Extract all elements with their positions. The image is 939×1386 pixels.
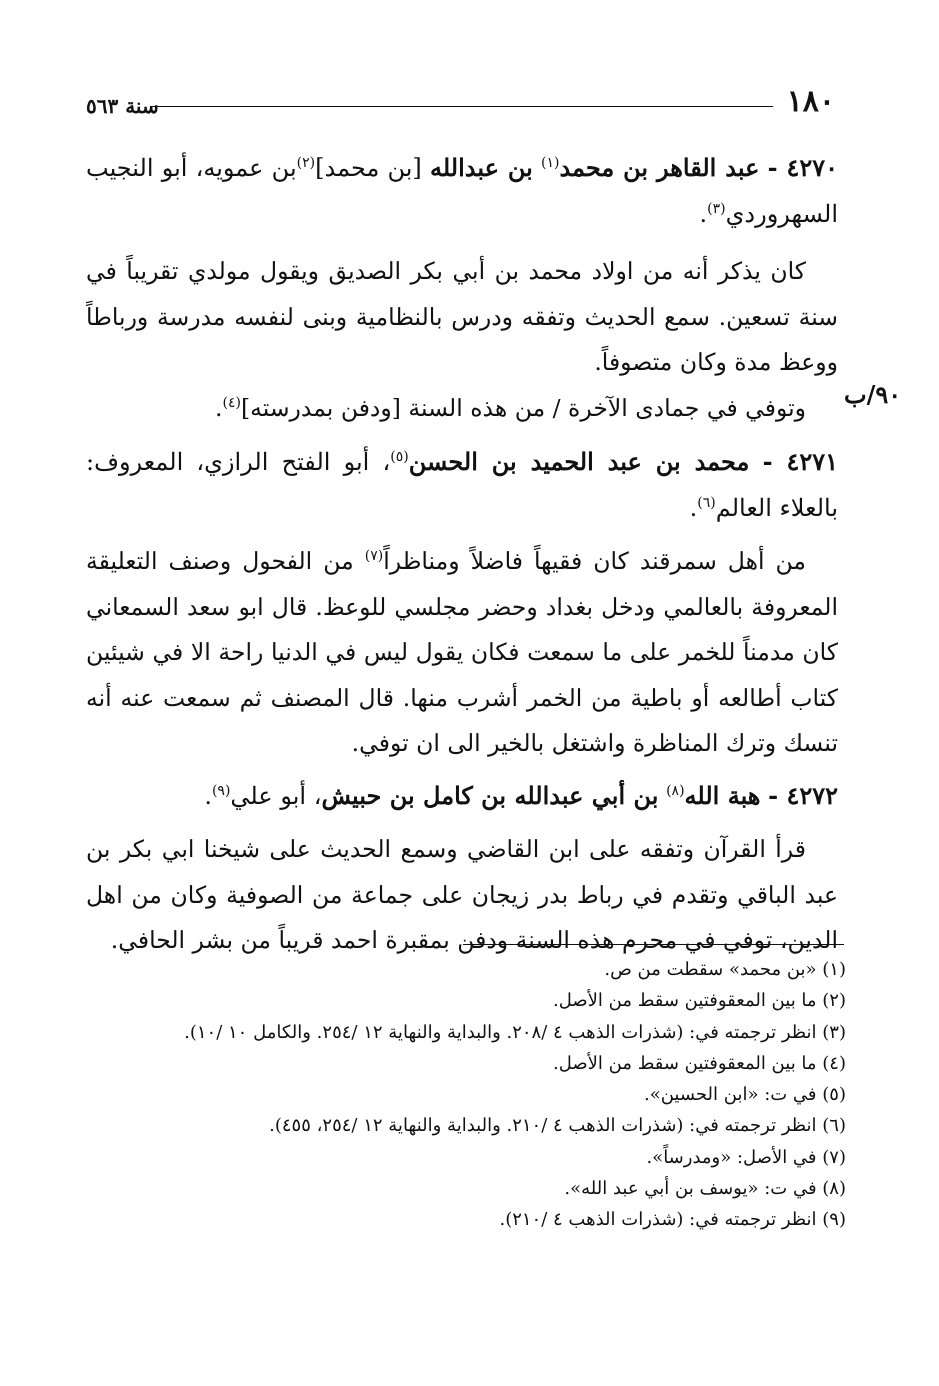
entry-end-mark: .: [699, 199, 708, 228]
footnote-ref[interactable]: (١): [540, 155, 560, 171]
death-text: وتوفي في جمادى الآخرة / من هذه السنة [ودفن بمدرسته]: [240, 393, 806, 422]
footnote-ref[interactable]: (٤): [222, 394, 241, 411]
footnote-6: (٦) انظر ترجمته في: (شذرات الذهب ٤ /٢١٠. والبداية والنهاية ١٢ /٢٥٤، ٤٥٥).: [269, 1115, 846, 1137]
entry-paragraph: [86, 539, 838, 767]
footnote-ref[interactable]: (٣): [707, 200, 726, 217]
footnote-1: (١) «بن محمد» سقطت من ص.: [604, 959, 846, 980]
entry-heading-4271: [86, 439, 838, 531]
entry-number: ٤٢٧٢ -: [768, 780, 838, 810]
footnote-2: (٢) ما بين المعقوفتين سقط من الأصل.: [553, 990, 846, 1012]
entry-name: هبة الله: [684, 780, 761, 810]
footnote-ref[interactable]: (٢): [296, 155, 316, 171]
entry-heading-4270: [86, 145, 838, 237]
header-rule: [150, 106, 773, 107]
entry-end-mark: .: [204, 781, 212, 810]
footnote-ref[interactable]: (٧): [364, 548, 384, 565]
entry-end-mark: .: [689, 493, 698, 522]
footnote-separator: [463, 944, 844, 945]
footnote-3: (٣) انظر ترجمته في: (شذرات الذهب ٤ /٢٠٨. والبداية والنهاية ١٢ /٢٥٤. والكامل ١٠ /١٠).: [184, 1021, 846, 1043]
entry-number: ٤٢٧١ -: [762, 447, 838, 476]
footnote-9: (٩) انظر ترجمته في: (شذرات الذهب ٤ /٢١٠).: [499, 1209, 846, 1231]
bracketed-insertion: [بن محمد]: [315, 154, 422, 182]
running-title-year: سنة ٥٦٣: [86, 94, 159, 118]
footnote-ref[interactable]: (٨): [666, 782, 685, 799]
entry-name-rest: ، أبو الفتح الرازي، المعروف: بالعلاء العالم: [86, 448, 838, 522]
entry-heading-4272: [86, 773, 838, 820]
paragraph-end-mark: .: [215, 393, 223, 422]
entry-name-rest: بن عمويه، أبو النجيب السهروردي: [86, 154, 838, 228]
entry-paragraph: قرأ القرآن وتفقه على ابن القاضي وسمع الحديث على شيخنا ابي بكر بن عبد الباقي وتقدم في رباط بدر زيجان على جماعة من الصوفية وكان من اهل الدين، توفي في محرم هذه السنة ودفن بمقبرة احمد قريباً من بشر الحافي.: [86, 835, 838, 954]
entry-paragraph-death: [86, 386, 838, 432]
entry-name: عبد القاهر بن محمد: [559, 153, 760, 182]
footnote-ref[interactable]: (٩): [211, 782, 231, 799]
paragraph-text-continued: من الفحول وصنف التعليقة المعروفة بالعالمي ودخل بغداد وحضر مجلسي للوعظ. قال ابو سعد السمعاني كان مدمناً للخمر على ما سمعت فكان يقول ليس في الدنيا راحة الا في شيئين كتاب أطالعه أو باطية من الخمر أشرب منها. قال المصنف ثم سمعت عنه أنه تنسك وترك المناظرة واشتغل بالخير الى ان توفي.: [86, 547, 838, 757]
entry-name-continued: بن عبدالله: [429, 153, 533, 182]
page-header: [80, 82, 835, 122]
footnote-8: (٨) في ت: «يوسف بن أبي عبد الله».: [564, 1178, 846, 1200]
footnote-5: (٥) في ت: «ابن الحسين».: [644, 1084, 846, 1106]
entry-number: ٤٢٧٠ -: [767, 153, 839, 182]
paragraph-text: من أهل سمرقند كان فقيهاً فاضلاً ومناظراً: [383, 547, 806, 575]
footnote-ref[interactable]: (٥): [390, 449, 409, 465]
entry-name-continued: بن أبي عبدالله بن كامل بن حبيش: [321, 780, 659, 810]
manuscript-folio-note: ٩٠/ب: [844, 380, 902, 409]
footnote-7: (٧) في الأصل: «ومدرساً».: [646, 1146, 846, 1168]
entry-name-rest: ، أبو علي: [230, 781, 322, 810]
footnotes: [100, 954, 846, 1236]
entry-name: محمد بن عبد الحميد بن الحسن: [408, 447, 750, 476]
footnote-ref[interactable]: (٦): [697, 494, 716, 511]
main-text: [86, 145, 838, 964]
page-number: ١٨٠: [786, 84, 835, 119]
entry-paragraph: كان يذكر أنه من اولاد محمد بن أبي بكر الصديق ويقول مولدي تقريباً في سنة تسعين. سمع الحديث وتفقه ودرس بالنظامية وبنى لنفسه مدرسة ورباطاً ووعظ مدة وكان متصوفاً.: [86, 257, 838, 376]
footnote-4: (٤) ما بين المعقوفتين سقط من الأصل.: [553, 1052, 846, 1074]
